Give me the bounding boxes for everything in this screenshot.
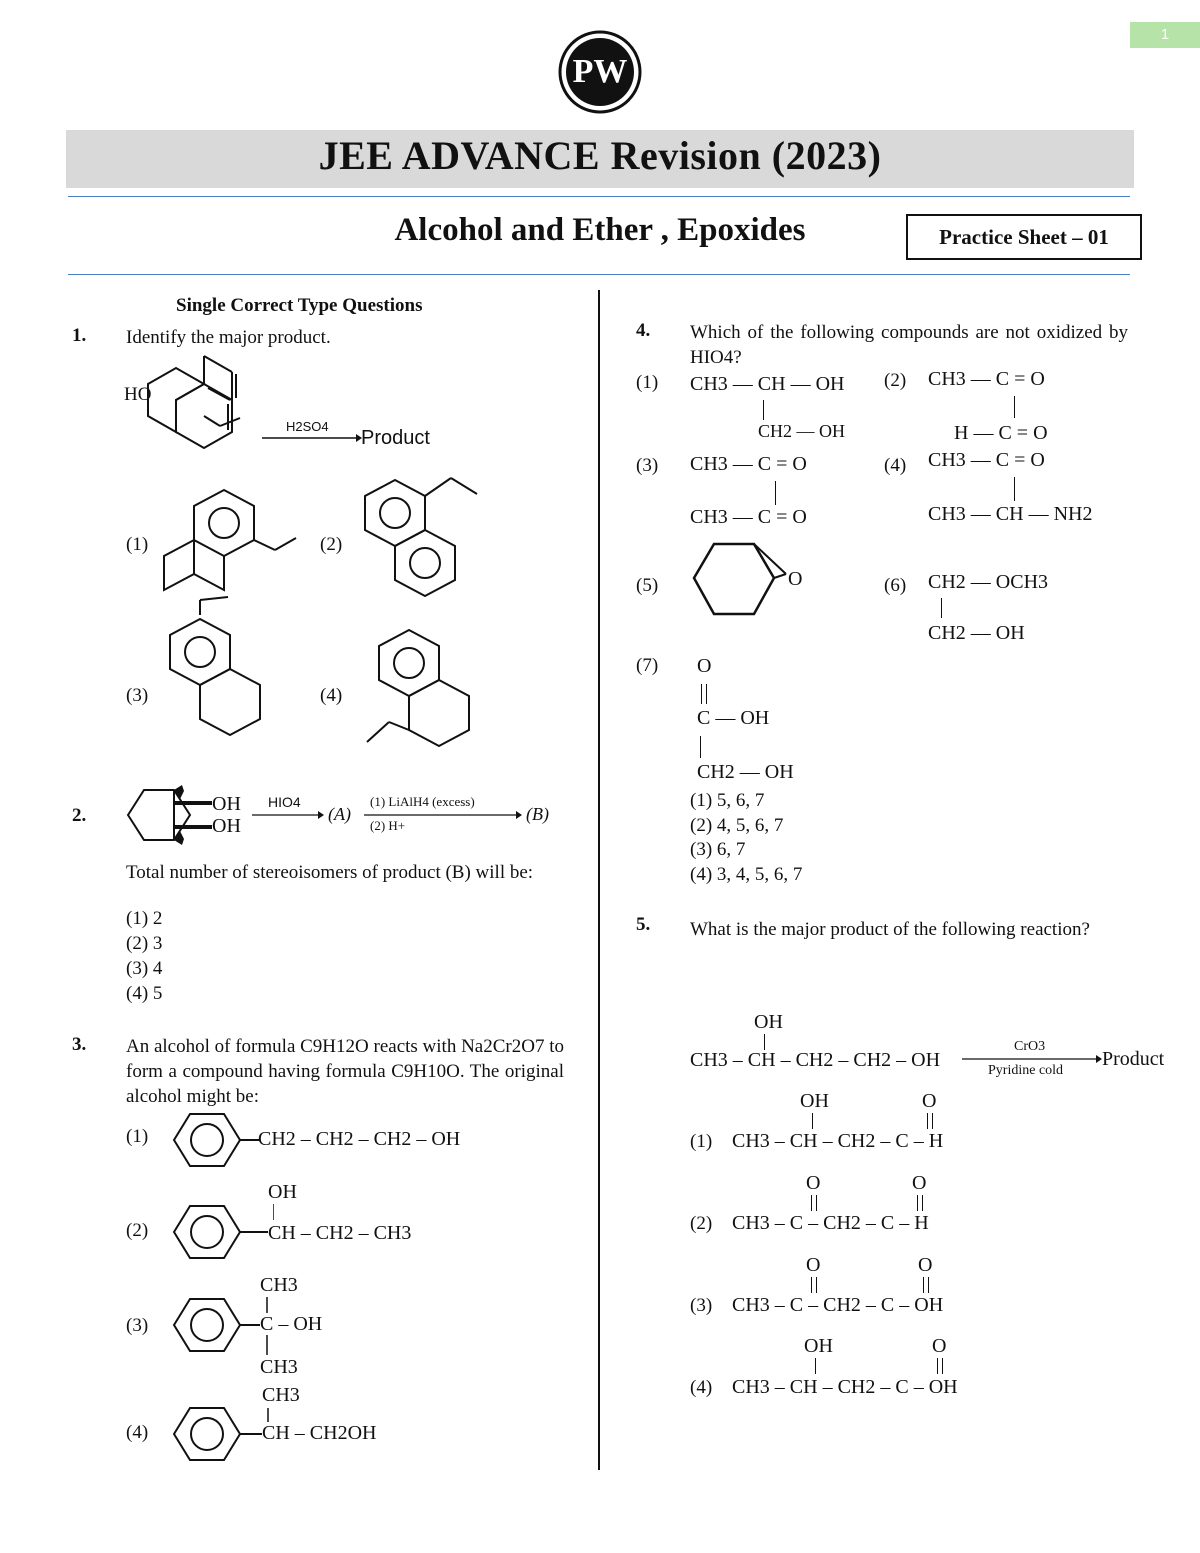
q4-compound-5-label: (5) (636, 575, 659, 596)
q3-option-3-benzene (164, 1295, 274, 1395)
header-rule-top (68, 196, 1130, 197)
column-divider (598, 290, 600, 1470)
q4-compound-1-bond (763, 400, 764, 420)
q3-option-3[interactable]: (3) (126, 1315, 149, 1336)
q5-option-2[interactable]: (2) (690, 1213, 713, 1234)
q2-oh-top: OH (212, 793, 241, 815)
q4-option-3[interactable]: (3) 6, 7 (690, 839, 746, 860)
q3-option-2-top: OH (268, 1181, 297, 1203)
q5-option-1-bond-1 (812, 1113, 813, 1129)
header-rule-bottom (68, 274, 1130, 275)
q2-reagent-2b: (2) H+ (370, 818, 406, 833)
q3-option-4-benzene (164, 1404, 274, 1464)
q5-text: What is the major product of the following reaction? (690, 919, 1090, 940)
q5-option-1-bond-2 (927, 1113, 933, 1129)
q5-option-3[interactable]: (3) (690, 1295, 713, 1316)
q4-compound-1-bottom: CH2 — OH (758, 421, 846, 441)
q5-option-4[interactable]: (4) (690, 1377, 713, 1398)
pw-logo (558, 30, 642, 114)
q1-product-label: Product (361, 427, 430, 449)
q4-compound-6-bond (941, 598, 942, 618)
section-heading: Single Correct Type Questions (176, 295, 423, 316)
q2-option-2[interactable]: (2) 3 (126, 933, 163, 954)
q5-option-2-bond-2 (917, 1195, 923, 1211)
q5-option-4-top-2: O (932, 1335, 947, 1357)
q2-option-1[interactable]: (1) 2 (126, 908, 163, 929)
q4-option-2[interactable]: (2) 4, 5, 6, 7 (690, 815, 784, 836)
q1-number: 1. (72, 325, 87, 346)
q5-number: 5. (636, 914, 651, 935)
q4-compound-2-top: CH3 — C = O (928, 368, 1045, 390)
q4-compound-4-label: (4) (884, 455, 907, 476)
q5-option-1-chain: CH3 – CH – CH2 – C – H (732, 1130, 944, 1152)
q5-option-2-top-2: O (912, 1172, 927, 1194)
q3-option-3-chain: C – OH (260, 1313, 323, 1335)
q2-oh-bottom: OH (212, 815, 241, 837)
q3-text: An alcohol of formula C9H12O reacts with Na2Cr2O7 to form a compound having formula C9H10O. The original alcohol might be: (126, 1036, 564, 1107)
q3-number: 3. (72, 1034, 87, 1055)
q1-ho-label: HO (124, 384, 152, 405)
q3-option-4-chain: CH – CH2OH (262, 1422, 377, 1444)
q2-final: (B) (526, 804, 549, 824)
q1-option-4-structure (355, 620, 485, 750)
q3-option-3-top: CH3 (260, 1274, 298, 1296)
q2-number: 2. (72, 805, 87, 826)
q5-reactant-bond (764, 1034, 765, 1050)
q3-option-1-chain: CH2 – CH2 – CH2 – OH (258, 1128, 461, 1150)
q5-option-3-top-1: O (806, 1254, 821, 1276)
q4-compound-3-bottom: CH3 — C = O (690, 506, 807, 528)
q4-compound-3-top: CH3 — C = O (690, 453, 807, 475)
q4-number: 4. (636, 320, 651, 341)
q1-ring-left (148, 368, 204, 432)
q1-option-1[interactable]: (1) (126, 534, 149, 555)
q5-option-1-top-1: OH (800, 1090, 829, 1112)
q5-option-2-top-1: O (806, 1172, 821, 1194)
page-number: 1 (1130, 22, 1200, 48)
q4-compound-6-top: CH2 — OCH3 (928, 571, 1049, 593)
q4-compound-4-bottom: CH3 — CH — NH2 (928, 503, 1093, 525)
q4-option-4[interactable]: (4) 3, 4, 5, 6, 7 (690, 864, 803, 885)
q5-option-3-bond-1 (811, 1277, 817, 1293)
q4-compound-2-bond (1014, 396, 1015, 418)
q4-compound-7-bond (700, 736, 701, 758)
q3-option-4-top: CH3 (262, 1384, 300, 1406)
q5-option-4-chain: CH3 – CH – CH2 – C – OH (732, 1376, 958, 1398)
q2-option-3[interactable]: (3) 4 (126, 958, 163, 979)
q1-option-4[interactable]: (4) (320, 685, 343, 706)
q4-compound-7-double-bond (701, 684, 707, 704)
q3-option-2-chain: CH – CH2 – CH3 (268, 1222, 412, 1244)
q4-compound-1-top: CH3 — CH — OH (690, 373, 845, 395)
q5-option-3-chain: CH3 – C – CH2 – C – OH (732, 1294, 944, 1316)
q3-option-4[interactable]: (4) (126, 1422, 149, 1443)
q5-option-1-top-2: O (922, 1090, 937, 1112)
q5-option-3-top-2: O (918, 1254, 933, 1276)
q4-compound-7-mid: C — OH (697, 707, 770, 729)
q2-text: Total number of stereoisomers of product (B) will be: (126, 862, 534, 883)
q3-option-3-bottom: CH3 (260, 1356, 298, 1378)
q3-option-2-benzene (164, 1202, 274, 1262)
q5-reactant: CH3 – CH – CH2 – CH2 – OH (690, 1049, 941, 1071)
q5-product-label: Product (1102, 1048, 1165, 1070)
q2-intermediate: (A) (328, 804, 351, 824)
q3-option-2[interactable]: (2) (126, 1220, 149, 1241)
q2-option-4[interactable]: (4) 5 (126, 983, 163, 1004)
q5-reagent-bottom: Pyridine cold (988, 1063, 1064, 1078)
q4-compound-7-label: (7) (636, 655, 659, 676)
q1-option-2[interactable]: (2) (320, 534, 343, 555)
page-title: JEE ADVANCE Revision (2023) (318, 133, 882, 178)
q5-option-4-bond-2 (937, 1358, 943, 1374)
q4-compound-5-oxygen: O (788, 568, 803, 590)
q4-compound-4-bond (1014, 477, 1015, 501)
q2-reagent-2a: (1) LiAlH4 (excess) (370, 794, 475, 809)
q5-option-1[interactable]: (1) (690, 1131, 713, 1152)
q5-option-4-top-1: OH (804, 1335, 833, 1357)
logo-text: PW (572, 53, 628, 90)
q4-compound-2-label: (2) (884, 370, 907, 391)
q5-option-2-bond-1 (811, 1195, 817, 1211)
q5-reactant-top: OH (754, 1011, 783, 1033)
q4-compound-7-oxygen: O (697, 655, 712, 677)
q1-text: Identify the major product. (126, 327, 331, 348)
q1-reactant-structure (120, 350, 460, 470)
q4-option-1[interactable]: (1) 5, 6, 7 (690, 790, 765, 811)
q1-option-3[interactable]: (3) (126, 685, 149, 706)
q5-reagent-top: CrO3 (1014, 1039, 1046, 1054)
q1-option-3-structure (160, 595, 300, 750)
q1-reagent: H2SO4 (286, 419, 329, 434)
q3-option-1[interactable]: (1) (126, 1126, 149, 1147)
subject-title: Alcohol and Ether , Epoxides (394, 212, 806, 248)
q1-option-1-structure (160, 480, 310, 610)
q4-compound-4-top: CH3 — C = O (928, 449, 1045, 471)
q5-option-2-chain: CH3 – C – CH2 – C – H (732, 1212, 929, 1234)
q4-compound-1-label: (1) (636, 372, 659, 393)
q4-compound-3-label: (3) (636, 455, 659, 476)
practice-sheet-label: Practice Sheet – 01 (906, 214, 1142, 260)
q5-option-4-bond-1 (815, 1358, 816, 1374)
q4-compound-2-bottom: H — C = O (954, 422, 1048, 444)
q4-compound-6-bottom: CH2 — OH (928, 622, 1025, 644)
q4-compound-3-bond (775, 481, 776, 505)
q3-option-1-benzene (164, 1110, 264, 1170)
q5-option-3-bond-2 (923, 1277, 929, 1293)
q4-compound-6-label: (6) (884, 575, 907, 596)
q4-compound-7-bottom: CH2 — OH (697, 761, 794, 783)
q1-option-2-structure (355, 470, 495, 600)
q2-reagent-1: HIO4 (268, 794, 301, 810)
q4-text: Which of the following compounds are not oxidized by HIO4? (690, 322, 1128, 368)
